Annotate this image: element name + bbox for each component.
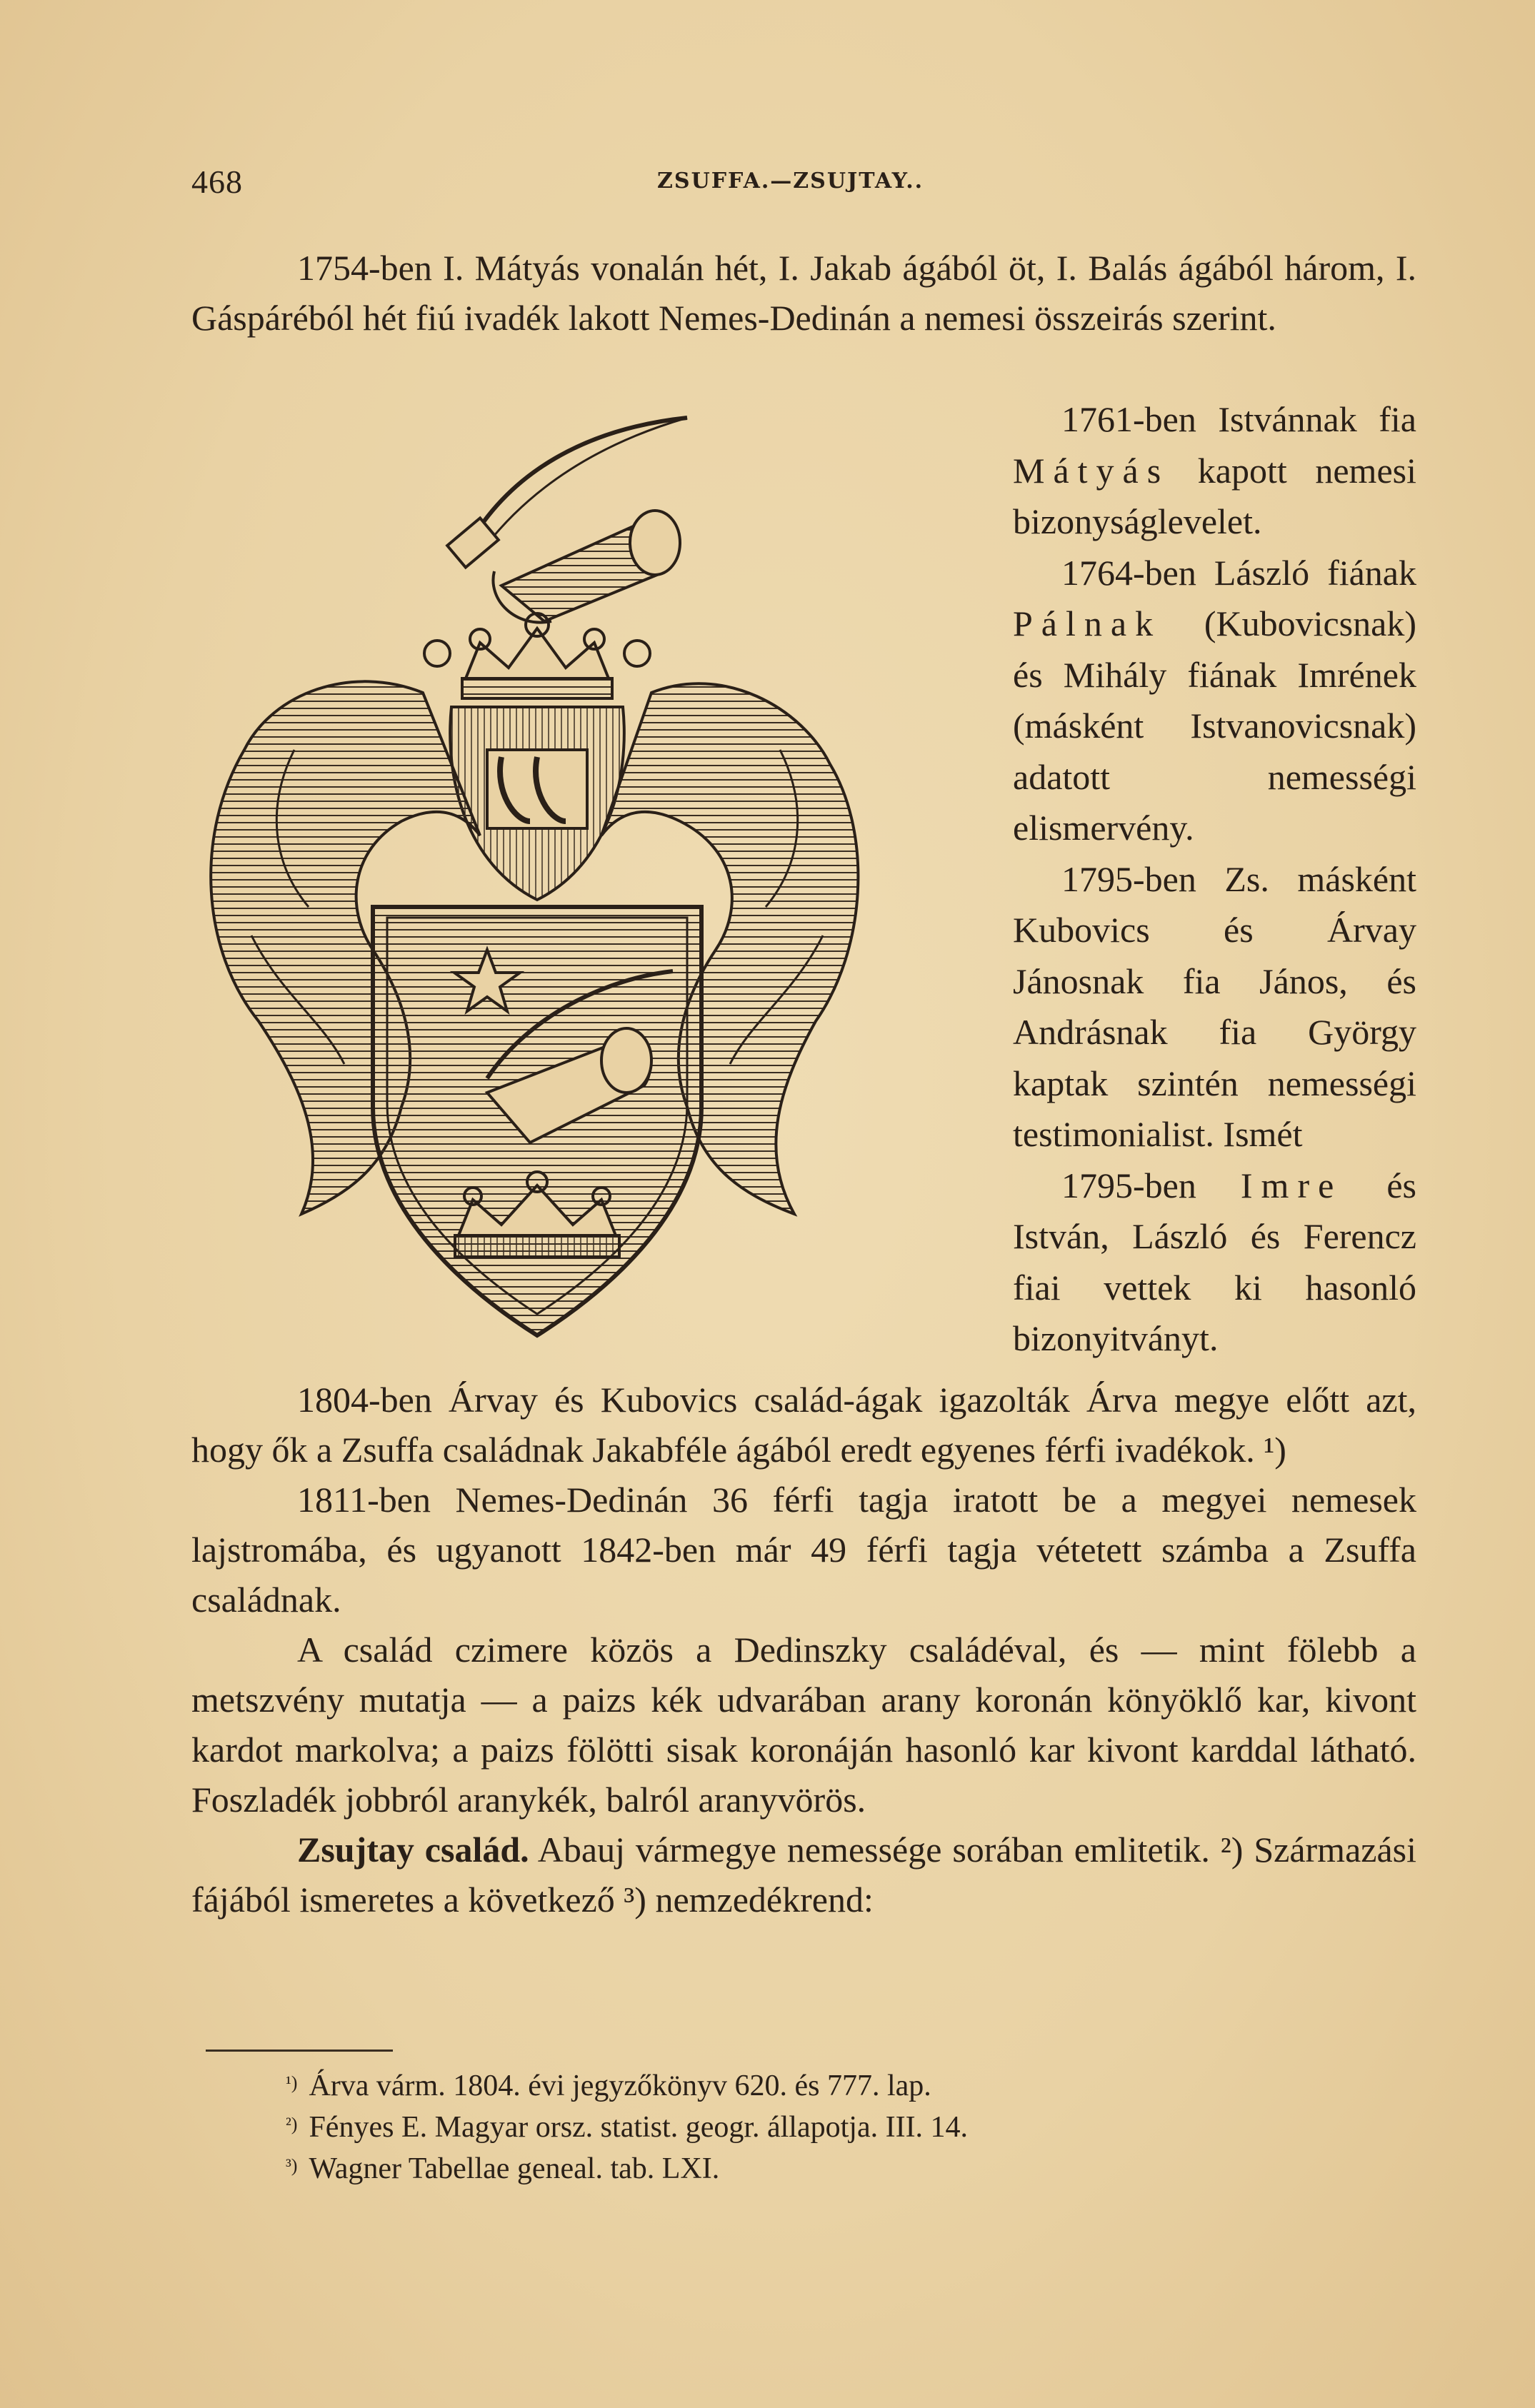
footnotes xyxy=(286,2065,1357,2189)
footnote-text: Árva várm. 1804. évi jegyzőkönyv 620. és 777. lap. xyxy=(309,2070,931,2102)
paragraph-czimer: A család czimere közös a Dedinszky családéval, és — mint fölebb a metszvény mutatja — a paizs kék udvarában arany koronán könyöklő kar, kivont kardot markolva; a paizs fölötti sisak koronáján hasonló kar kivont karddal látható. Foszladék jobbról aranykék, balról aranyvörös. xyxy=(191,1630,1416,1820)
text-segment: Abauj vármegye nemessége sorában emlitetik. ²) Származási fájából ismeretes a következő ³) nemzedékrend: xyxy=(191,1830,1416,1920)
text-segment: (Kubovicsnak) és Mihály fiának Imrének (másként Istvanovicsnak) adatott nemességi elismervény. xyxy=(1013,603,1416,848)
paragraph-1764 xyxy=(1013,548,1416,854)
running-title: ZSUFFA.—ZSUJTAY.. xyxy=(657,169,924,194)
side-text-column xyxy=(1013,394,1416,1365)
text-segment: és István, László és Ferencz fiai vettek ki hasonló bizonyitványt. xyxy=(1013,1165,1417,1358)
footnote-text: Fényes E. Magyar orsz. statist. geogr. állapotja. III. 14. xyxy=(309,2111,969,2144)
text-segment: 1761-ben Istvánnak fia xyxy=(1061,399,1416,439)
paragraph-1761 xyxy=(1013,394,1416,548)
paragraph-1804: 1804-ben Árvay és Kubovics család-ágak igazolták Árva megye előtt azt, hogy ők a Zsuffa családnak Jakabféle ágából eredt egyenes férfi ivadékok. ¹) xyxy=(191,1380,1416,1470)
spaced-name: Pálnak xyxy=(1013,603,1162,643)
main-text-block xyxy=(191,1375,1416,1925)
spaced-name: Mátyás xyxy=(1013,450,1170,491)
text-segment: kapott nemesi bizonyságlevelet. xyxy=(1013,450,1416,541)
paragraph-1754: 1754-ben I. Mátyás vonalán hét, I. Jakab ágából öt, I. Balás ágából három, I. Gáspáréból hét fiú ivadék lakott Nemes-Dedinán a nemesi összeirás szerint. xyxy=(191,248,1416,338)
footnote-mark: ³) xyxy=(286,2155,298,2176)
paragraph-zsujtay xyxy=(191,1825,1416,1925)
footnote-text: Wagner Tabellae geneal. tab. LXI. xyxy=(309,2152,720,2185)
spaced-name: Imre xyxy=(1240,1165,1343,1205)
coat-of-arms-engraving xyxy=(187,407,973,1371)
footnote xyxy=(286,2148,1357,2189)
footnote xyxy=(286,2065,1357,2107)
paragraph-1795-a: 1795-ben Zs. másként Kubovics és Árvay Jánosnak fia János, és Andrásnak fia György kaptak szintén nemességi testimonialist. Ismét xyxy=(1013,858,1416,1154)
top-paragraph-block xyxy=(191,243,1416,343)
paragraph-1795-b xyxy=(1013,1160,1416,1365)
footnote xyxy=(286,2107,1357,2148)
text-segment: 1795-ben xyxy=(1061,1165,1241,1205)
footnote-mark: ²) xyxy=(286,2114,298,2134)
paragraph-1811: 1811-ben Nemes-Dedinán 36 férfi tagja iratott be a megyei nemesek lajstromába, és ugyanott 1842-ben már 49 férfi tagja vétetett számba a Zsuffa családnak. xyxy=(191,1480,1416,1620)
page-header xyxy=(191,163,1413,206)
page-number: 468 xyxy=(191,164,243,200)
text-segment: 1764-ben László fiának xyxy=(1061,552,1416,593)
footnote-divider xyxy=(206,2050,393,2052)
section-heading: Zsujtay család. xyxy=(297,1830,529,1870)
footnote-mark: ¹) xyxy=(286,2072,298,2093)
